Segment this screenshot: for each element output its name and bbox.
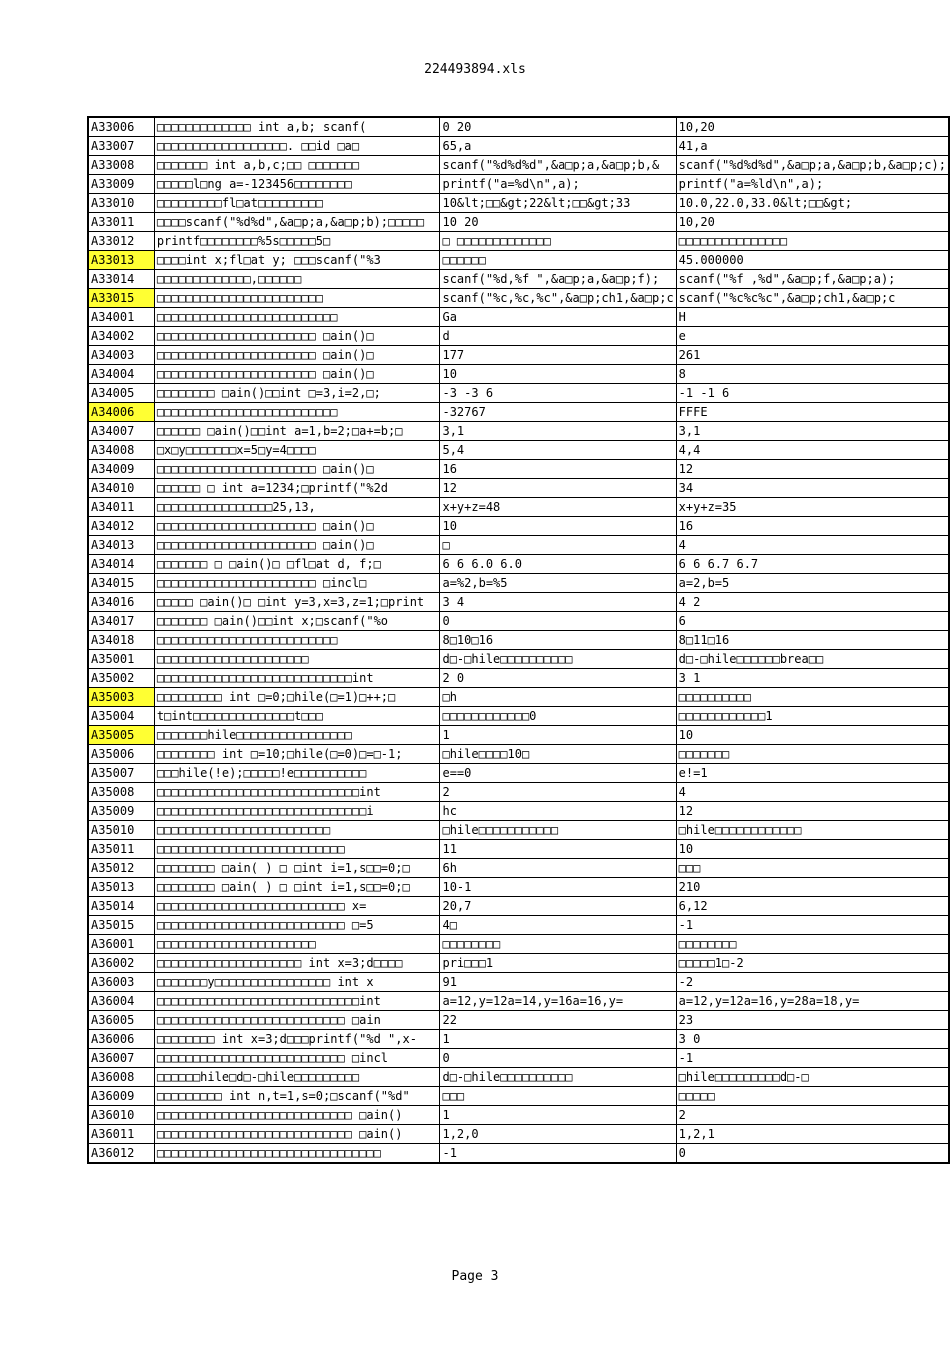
table-row — [88, 764, 949, 783]
wrong-answer-cell[interactable]: 12 — [440, 479, 676, 498]
question-id-cell[interactable]: A35007 — [88, 764, 154, 783]
question-text-cell[interactable]: □□□□□□□□□□□□□□□□□□□□□□ □ain()□ — [154, 460, 440, 479]
table-row — [88, 1106, 949, 1125]
table-row — [88, 840, 949, 859]
question-id-cell[interactable]: A35008 — [88, 783, 154, 802]
wrong-answer-cell[interactable]: d□-□hile□□□□□□□□□□ — [440, 1068, 676, 1087]
question-id-cell[interactable]: A35009 — [88, 802, 154, 821]
question-text-cell[interactable]: □□□□□□□□□□□□□□□□□□□□□ — [154, 650, 440, 669]
correct-answer-cell[interactable]: a=2,b=5 — [676, 574, 949, 593]
wrong-answer-cell[interactable]: a=%2,b=%5 — [440, 574, 676, 593]
question-text-cell[interactable]: □□□□□□□□□□□□□□□□□□. □□id □a□ — [154, 137, 440, 156]
table-row — [88, 973, 949, 992]
correct-answer-cell[interactable]: 10 — [676, 726, 949, 745]
question-id-cell[interactable]: A35010 — [88, 821, 154, 840]
question-id-cell[interactable]: A34014 — [88, 555, 154, 574]
table-row — [88, 194, 949, 213]
table-row — [88, 441, 949, 460]
question-text-cell[interactable]: □□□□□□□□ int x=3;d□□□printf("%d ",x- — [154, 1030, 440, 1049]
table-row — [88, 308, 949, 327]
question-id-cell[interactable]: A35015 — [88, 916, 154, 935]
correct-answer-cell[interactable]: 0 — [676, 1144, 949, 1164]
table-row — [88, 745, 949, 764]
table-row — [88, 916, 949, 935]
question-id-cell[interactable]: A34016 — [88, 593, 154, 612]
table-row — [88, 384, 949, 403]
wrong-answer-cell[interactable]: 65,a — [440, 137, 676, 156]
question-id-cell[interactable]: A34015 — [88, 574, 154, 593]
table-row — [88, 460, 949, 479]
correct-answer-cell[interactable]: 210 — [676, 878, 949, 897]
correct-answer-cell[interactable]: e — [676, 327, 949, 346]
page-footer-number: Page 3 — [451, 1269, 499, 1284]
table-row — [88, 688, 949, 707]
correct-answer-cell[interactable]: 6 — [676, 612, 949, 631]
question-text-cell[interactable]: □□□□□□□ □ain()□□int x;□scanf("%o — [154, 612, 440, 631]
wrong-answer-cell[interactable]: Ga — [440, 308, 676, 327]
question-text-cell[interactable]: □□□□□□ □ain()□□int a=1,b=2;□a+=b;□ — [154, 422, 440, 441]
question-text-cell[interactable]: printf□□□□□□□□%5s□□□□□5□ — [154, 232, 440, 251]
page-header-filename: 224493894.xls — [424, 62, 526, 77]
wrong-answer-cell[interactable]: 10 — [440, 517, 676, 536]
table-row — [88, 1011, 949, 1030]
wrong-answer-cell[interactable]: 177 — [440, 346, 676, 365]
correct-answer-cell[interactable]: 1,2,1 — [676, 1125, 949, 1144]
wrong-answer-cell[interactable]: 11 — [440, 840, 676, 859]
wrong-answer-cell[interactable]: 10&lt;□□&gt;22&lt;□□&gt;33 — [440, 194, 676, 213]
question-text-cell[interactable]: □□□□□□□y□□□□□□□□□□□□□□□□ int x — [154, 973, 440, 992]
table-row — [88, 669, 949, 688]
table-row — [88, 802, 949, 821]
question-id-cell[interactable]: A36005 — [88, 1011, 154, 1030]
question-text-cell[interactable]: □□□□□□□□□□□□□□□□□□□□□□ □ain()□ — [154, 327, 440, 346]
correct-answer-cell[interactable]: □□□□□□□□ — [676, 935, 949, 954]
question-id-cell[interactable]: A34012 — [88, 517, 154, 536]
correct-answer-cell[interactable]: H — [676, 308, 949, 327]
wrong-answer-cell[interactable]: scanf("%c,%c,%c",&a□p;ch1,&a□p;c — [440, 289, 676, 308]
table-row — [88, 213, 949, 232]
question-id-cell[interactable]: A33007 — [88, 137, 154, 156]
question-id-cell[interactable]: A36007 — [88, 1049, 154, 1068]
question-text-cell[interactable]: □□□hile(!e);□□□□□!e□□□□□□□□□□ — [154, 764, 440, 783]
wrong-answer-cell[interactable]: 2 0 — [440, 669, 676, 688]
question-text-cell[interactable]: □□□□□□□□□□□□□□□□□□□□□□□□□□ □=5 — [154, 916, 440, 935]
question-id-cell[interactable]: A34003 — [88, 346, 154, 365]
wrong-answer-cell[interactable]: □□□ — [440, 1087, 676, 1106]
question-text-cell[interactable]: □□□□□□□□□ int □=0;□hile(□=1)□++;□ — [154, 688, 440, 707]
question-id-cell[interactable]: A34009 — [88, 460, 154, 479]
correct-answer-cell[interactable]: 8□11□16 — [676, 631, 949, 650]
question-text-cell[interactable]: □□□□□□□□ □ain( ) □ □int i=1,s□□=0;□ — [154, 878, 440, 897]
table-row — [88, 365, 949, 384]
correct-answer-cell[interactable]: scanf("%f ,%d",&a□p;f,&a□p;a); — [676, 270, 949, 289]
table-row — [88, 821, 949, 840]
correct-answer-cell[interactable]: scanf("%c%c%c",&a□p;ch1,&a□p;c — [676, 289, 949, 308]
table-row — [88, 897, 949, 916]
table-row — [88, 612, 949, 631]
correct-answer-cell[interactable]: d□-□hile□□□□□□brea□□ — [676, 650, 949, 669]
question-id-cell[interactable]: A36010 — [88, 1106, 154, 1125]
table-row — [88, 631, 949, 650]
correct-answer-cell[interactable]: 41,a — [676, 137, 949, 156]
question-id-cell[interactable]: A34013 — [88, 536, 154, 555]
question-text-cell[interactable]: □□□□□□□□□□□□□□□□□□□□□□□□□□□ □ain() — [154, 1125, 440, 1144]
wrong-answer-cell[interactable]: a=12,y=12a=14,y=16a=16,y= — [440, 992, 676, 1011]
correct-answer-cell[interactable]: □□□□□□□□□□ — [676, 688, 949, 707]
question-id-cell[interactable]: A34010 — [88, 479, 154, 498]
wrong-answer-cell[interactable]: 16 — [440, 460, 676, 479]
question-id-cell[interactable]: A36008 — [88, 1068, 154, 1087]
question-text-cell[interactable]: □□□□□□ □ int a=1234;□printf("%2d — [154, 479, 440, 498]
table-row — [88, 251, 949, 270]
correct-answer-cell[interactable]: □hile□□□□□□□□□□□□ — [676, 821, 949, 840]
question-id-cell[interactable]: A35012 — [88, 859, 154, 878]
wrong-answer-cell[interactable]: □hile□□□□□□□□□□□ — [440, 821, 676, 840]
table-row — [88, 574, 949, 593]
correct-answer-cell[interactable]: 10.0,22.0,33.0&lt;□□&gt; — [676, 194, 949, 213]
table-row — [88, 479, 949, 498]
wrong-answer-cell[interactable]: 10-1 — [440, 878, 676, 897]
table-row — [88, 156, 949, 175]
table-row — [88, 593, 949, 612]
question-text-cell[interactable]: □□□□□□□hile□□□□□□□□□□□□□□□□ — [154, 726, 440, 745]
question-text-cell[interactable]: □□□□□□□ int a,b,c;□□ □□□□□□□ — [154, 156, 440, 175]
question-id-cell[interactable]: A34002 — [88, 327, 154, 346]
question-text-cell[interactable]: □□□□□□□□□□□□□□□□□□□□□□□□□□□□int — [154, 783, 440, 802]
question-text-cell[interactable]: □□□□□□□□□□□□□□□□□□□□□□□□□□□□□□□ — [154, 1144, 440, 1164]
table-row — [88, 1049, 949, 1068]
question-text-cell[interactable]: □□□□□□□□□□□□□□□□□□□□□□□□□□□ □ain() — [154, 1106, 440, 1125]
wrong-answer-cell[interactable]: 2 — [440, 783, 676, 802]
table-row — [88, 1125, 949, 1144]
correct-answer-cell[interactable]: printf("a=%ld\n",a); — [676, 175, 949, 194]
table-row — [88, 232, 949, 251]
question-id-cell[interactable]: A34005 — [88, 384, 154, 403]
question-id-cell[interactable]: A33006 — [88, 117, 154, 137]
correct-answer-cell[interactable]: 45.000000 — [676, 251, 949, 270]
table-row — [88, 650, 949, 669]
question-text-cell[interactable]: □□□□□□hile□d□-□hile□□□□□□□□□ — [154, 1068, 440, 1087]
table-row — [88, 992, 949, 1011]
question-text-cell[interactable]: □□□□□□□□□ int n,t=1,s=0;□scanf("%d" — [154, 1087, 440, 1106]
correct-answer-cell[interactable]: 6 6 6.7 6.7 — [676, 555, 949, 574]
question-id-cell[interactable]: A34006 — [88, 403, 154, 422]
question-text-cell[interactable]: □□□□□□□□□□□□□□□□□□□□□□□□□□ □ain — [154, 1011, 440, 1030]
question-id-cell[interactable]: A34004 — [88, 365, 154, 384]
correct-answer-cell[interactable]: 10 — [676, 840, 949, 859]
correct-answer-cell[interactable]: -1 -1 6 — [676, 384, 949, 403]
question-id-cell[interactable]: A36009 — [88, 1087, 154, 1106]
wrong-answer-cell[interactable]: □hile□□□□10□ — [440, 745, 676, 764]
question-text-cell[interactable]: □□□□□□□□□□□□□□□□□□□□□□□□□□ □incl — [154, 1049, 440, 1068]
wrong-answer-cell[interactable]: e==0 — [440, 764, 676, 783]
correct-answer-cell[interactable]: □□□□□□□ — [676, 745, 949, 764]
question-id-cell[interactable]: A36011 — [88, 1125, 154, 1144]
table-row — [88, 707, 949, 726]
table-row — [88, 422, 949, 441]
question-id-cell[interactable]: A34008 — [88, 441, 154, 460]
question-id-cell[interactable]: A36006 — [88, 1030, 154, 1049]
question-text-cell[interactable]: □x□y□□□□□□□x=5□y=4□□□□ — [154, 441, 440, 460]
wrong-answer-cell[interactable]: 6h — [440, 859, 676, 878]
wrong-answer-cell[interactable]: □ □□□□□□□□□□□□□ — [440, 232, 676, 251]
question-text-cell[interactable]: □□□□□□□□□□□□□□□□□□□□□□□□□□□□□i — [154, 802, 440, 821]
table-row — [88, 1144, 949, 1164]
correct-answer-cell[interactable]: □□□□□1□-2 — [676, 954, 949, 973]
table-row — [88, 327, 949, 346]
wrong-answer-cell[interactable]: 3,1 — [440, 422, 676, 441]
correct-answer-cell[interactable]: 2 — [676, 1106, 949, 1125]
question-id-cell[interactable]: A33014 — [88, 270, 154, 289]
correct-answer-cell[interactable]: -1 — [676, 916, 949, 935]
correct-answer-cell[interactable]: 10,20 — [676, 117, 949, 137]
question-text-cell[interactable]: □□□□int x;fl□at y; □□□scanf("%3 — [154, 251, 440, 270]
wrong-answer-cell[interactable]: 10 20 — [440, 213, 676, 232]
question-id-cell[interactable]: A35002 — [88, 669, 154, 688]
table-row — [88, 289, 949, 308]
wrong-answer-cell[interactable]: 6 6 6.0 6.0 — [440, 555, 676, 574]
question-id-cell[interactable]: A33013 — [88, 251, 154, 270]
table-row — [88, 783, 949, 802]
question-text-cell[interactable]: □□□□□□□□□□□□□□□□□□□□□□□□ — [154, 821, 440, 840]
wrong-answer-cell[interactable]: 1,2,0 — [440, 1125, 676, 1144]
table-row — [88, 403, 949, 422]
question-text-cell[interactable]: □□□□□□□□□□□□□□□□□□□□□□□□□□ — [154, 840, 440, 859]
question-id-cell[interactable]: A36001 — [88, 935, 154, 954]
question-text-cell[interactable]: □□□□□□□ □ □ain()□ □fl□at d, f;□ — [154, 555, 440, 574]
wrong-answer-cell[interactable]: scanf("%d%d%d",&a□p;a,&a□p;b,& — [440, 156, 676, 175]
correct-answer-cell[interactable]: -2 — [676, 973, 949, 992]
question-text-cell[interactable]: □□□□□□□□□□□□□,□□□□□□ — [154, 270, 440, 289]
question-id-cell[interactable]: A35004 — [88, 707, 154, 726]
question-id-cell[interactable]: A33012 — [88, 232, 154, 251]
table-row — [88, 935, 949, 954]
table-row — [88, 517, 949, 536]
question-id-cell[interactable]: A33009 — [88, 175, 154, 194]
correct-answer-cell[interactable]: FFFE — [676, 403, 949, 422]
table-row — [88, 137, 949, 156]
question-text-cell[interactable]: □□□□□□□□□□□□□□□□□□□□□□□□□ — [154, 631, 440, 650]
question-text-cell[interactable]: □□□□□□□□□□□□□□□□□□□□□□ □ain()□ — [154, 536, 440, 555]
question-text-cell[interactable]: □□□□□□□□□□□□□□□□□□□□□□ □ain()□ — [154, 346, 440, 365]
wrong-answer-cell[interactable]: 5,4 — [440, 441, 676, 460]
wrong-answer-cell[interactable]: 1 — [440, 1106, 676, 1125]
question-id-cell[interactable]: A34018 — [88, 631, 154, 650]
correct-answer-cell[interactable]: 10,20 — [676, 213, 949, 232]
question-id-cell[interactable]: A34017 — [88, 612, 154, 631]
correct-answer-cell[interactable]: 12 — [676, 460, 949, 479]
wrong-answer-cell[interactable]: □□□□□□ — [440, 251, 676, 270]
question-text-cell[interactable]: t□int□□□□□□□□□□□□□□t□□□ — [154, 707, 440, 726]
question-id-cell[interactable]: A34001 — [88, 308, 154, 327]
question-id-cell[interactable]: A35001 — [88, 650, 154, 669]
table-row — [88, 175, 949, 194]
correct-answer-cell[interactable]: □□□ — [676, 859, 949, 878]
table-row — [88, 1030, 949, 1049]
question-id-cell[interactable]: A35003 — [88, 688, 154, 707]
question-text-cell[interactable]: □□□□□□□□□□□□□□□□□□□□□□ — [154, 935, 440, 954]
table-row — [88, 726, 949, 745]
question-id-cell[interactable]: A33010 — [88, 194, 154, 213]
question-text-cell[interactable]: □□□□□□□□□□□□□□□□□□□□□□□□□□□int — [154, 669, 440, 688]
correct-answer-cell[interactable]: 3 0 — [676, 1030, 949, 1049]
question-id-cell[interactable]: A35006 — [88, 745, 154, 764]
question-text-cell[interactable]: □□□□□□□□□□□□□ int a,b; scanf( — [154, 117, 440, 137]
question-text-cell[interactable]: □□□□□□□□□□□□□□□□□□□□□□□□□□ x= — [154, 897, 440, 916]
question-id-cell[interactable]: A36002 — [88, 954, 154, 973]
correct-answer-cell[interactable]: 8 — [676, 365, 949, 384]
question-text-cell[interactable]: □□□□□□□□□□□□□□□□□□□□□□ □ain()□ — [154, 517, 440, 536]
question-id-cell[interactable]: A35014 — [88, 897, 154, 916]
question-id-cell[interactable]: A35005 — [88, 726, 154, 745]
question-id-cell[interactable]: A35013 — [88, 878, 154, 897]
table-row — [88, 555, 949, 574]
wrong-answer-cell[interactable]: d□-□hile□□□□□□□□□□ — [440, 650, 676, 669]
question-id-cell[interactable]: A35011 — [88, 840, 154, 859]
spreadsheet-table — [87, 116, 950, 1164]
wrong-answer-cell[interactable]: -32767 — [440, 403, 676, 422]
question-id-cell[interactable]: A33008 — [88, 156, 154, 175]
correct-answer-cell[interactable]: □□□□□□□□□□□□□□□ — [676, 232, 949, 251]
correct-answer-cell[interactable]: □□□□□□□□□□□□1 — [676, 707, 949, 726]
wrong-answer-cell[interactable]: x+y+z=48 — [440, 498, 676, 517]
question-text-cell[interactable]: □□□□□□□□ □ain( ) □ □int i=1,s□□=0;□ — [154, 859, 440, 878]
question-id-cell[interactable]: A34011 — [88, 498, 154, 517]
correct-answer-cell[interactable]: x+y+z=35 — [676, 498, 949, 517]
wrong-answer-cell[interactable]: 1 — [440, 1030, 676, 1049]
question-text-cell[interactable]: □□□□□□□□□□□□□□□□□□□□□□□□□ — [154, 403, 440, 422]
question-id-cell[interactable]: A36004 — [88, 992, 154, 1011]
table-row — [88, 878, 949, 897]
question-text-cell[interactable]: □□□□□l□ng a=-123456□□□□□□□□ — [154, 175, 440, 194]
correct-answer-cell[interactable]: 261 — [676, 346, 949, 365]
table-row — [88, 270, 949, 289]
table-row — [88, 498, 949, 517]
question-id-cell[interactable]: A34007 — [88, 422, 154, 441]
question-text-cell[interactable]: □□□□□□□□□□□□□□□□□□□□□□□□□□□□int — [154, 992, 440, 1011]
table-row — [88, 346, 949, 365]
wrong-answer-cell[interactable]: □ — [440, 536, 676, 555]
question-text-cell[interactable]: □□□□□□□□□□□□□□□□□□□□□□ □ain()□ — [154, 365, 440, 384]
correct-answer-cell[interactable]: scanf("%d%d%d",&a□p;a,&a□p;b,&a□p;c); — [676, 156, 949, 175]
question-text-cell[interactable]: □□□□□□□□□□□□□□□□□□□□ int x=3;d□□□□ — [154, 954, 440, 973]
correct-answer-cell[interactable]: 4,4 — [676, 441, 949, 460]
wrong-answer-cell[interactable]: □h — [440, 688, 676, 707]
table-row — [88, 536, 949, 555]
correct-answer-cell[interactable]: 12 — [676, 802, 949, 821]
wrong-answer-cell[interactable]: 1 — [440, 726, 676, 745]
question-text-cell[interactable]: □□□□□□□□ int □=10;□hile(□=0)□=□-1; — [154, 745, 440, 764]
correct-answer-cell[interactable]: 34 — [676, 479, 949, 498]
correct-answer-cell[interactable]: □hile□□□□□□□□□d□-□ — [676, 1068, 949, 1087]
correct-answer-cell[interactable]: e!=1 — [676, 764, 949, 783]
question-text-cell[interactable]: □□□□□□□□□□□□□□□□□□□□□□□□□ — [154, 308, 440, 327]
question-text-cell[interactable]: □□□□□ □ain()□ □int y=3,x=3,z=1;□print — [154, 593, 440, 612]
correct-answer-cell[interactable]: 4 — [676, 536, 949, 555]
table-row — [88, 1068, 949, 1087]
wrong-answer-cell[interactable]: 10 — [440, 365, 676, 384]
table-row — [88, 1087, 949, 1106]
wrong-answer-cell[interactable]: 91 — [440, 973, 676, 992]
wrong-answer-cell[interactable]: 4□ — [440, 916, 676, 935]
wrong-answer-cell[interactable]: 20,7 — [440, 897, 676, 916]
question-text-cell[interactable]: □□□□□□□□□□□□□□□□25,13, — [154, 498, 440, 517]
table-row — [88, 859, 949, 878]
wrong-answer-cell[interactable]: 8□10□16 — [440, 631, 676, 650]
correct-answer-cell[interactable]: 23 — [676, 1011, 949, 1030]
wrong-answer-cell[interactable]: □□□□□□□□□□□□0 — [440, 707, 676, 726]
table-row — [88, 954, 949, 973]
wrong-answer-cell[interactable]: 0 20 — [440, 117, 676, 137]
question-id-cell[interactable]: A36012 — [88, 1144, 154, 1164]
correct-answer-cell[interactable]: -1 — [676, 1049, 949, 1068]
wrong-answer-cell[interactable]: -1 — [440, 1144, 676, 1164]
question-text-cell[interactable]: □□□□□□□□□□□□□□□□□□□□□□□ — [154, 289, 440, 308]
wrong-answer-cell[interactable]: 3 4 — [440, 593, 676, 612]
question-id-cell[interactable]: A33011 — [88, 213, 154, 232]
wrong-answer-cell[interactable]: □□□□□□□□ — [440, 935, 676, 954]
wrong-answer-cell[interactable]: printf("a=%d\n",a); — [440, 175, 676, 194]
wrong-answer-cell[interactable]: hc — [440, 802, 676, 821]
wrong-answer-cell[interactable]: 22 — [440, 1011, 676, 1030]
question-text-cell[interactable]: □□□□□□□□ □ain()□□int □=3,i=2,□; — [154, 384, 440, 403]
correct-answer-cell[interactable]: □□□□□ — [676, 1087, 949, 1106]
correct-answer-cell[interactable]: 4 — [676, 783, 949, 802]
correct-answer-cell[interactable]: 6,12 — [676, 897, 949, 916]
question-text-cell[interactable]: □□□□□□□□□□□□□□□□□□□□□□ □incl□ — [154, 574, 440, 593]
wrong-answer-cell[interactable]: scanf("%d,%f ",&a□p;a,&a□p;f); — [440, 270, 676, 289]
correct-answer-cell[interactable]: 16 — [676, 517, 949, 536]
wrong-answer-cell[interactable]: 0 — [440, 612, 676, 631]
question-text-cell[interactable]: □□□□□□□□□fl□at□□□□□□□□□ — [154, 194, 440, 213]
wrong-answer-cell[interactable]: pri□□□1 — [440, 954, 676, 973]
wrong-answer-cell[interactable]: -3 -3 6 — [440, 384, 676, 403]
question-text-cell[interactable]: □□□□scanf("%d%d",&a□p;a,&a□p;b);□□□□□ — [154, 213, 440, 232]
correct-answer-cell[interactable]: 4 2 — [676, 593, 949, 612]
correct-answer-cell[interactable]: 3,1 — [676, 422, 949, 441]
question-id-cell[interactable]: A33015 — [88, 289, 154, 308]
correct-answer-cell[interactable]: 3 1 — [676, 669, 949, 688]
correct-answer-cell[interactable]: a=12,y=12a=16,y=28a=18,y= — [676, 992, 949, 1011]
wrong-answer-cell[interactable]: 0 — [440, 1049, 676, 1068]
question-id-cell[interactable]: A36003 — [88, 973, 154, 992]
table-row — [88, 117, 949, 137]
spreadsheet-body — [88, 117, 949, 1163]
wrong-answer-cell[interactable]: d — [440, 327, 676, 346]
